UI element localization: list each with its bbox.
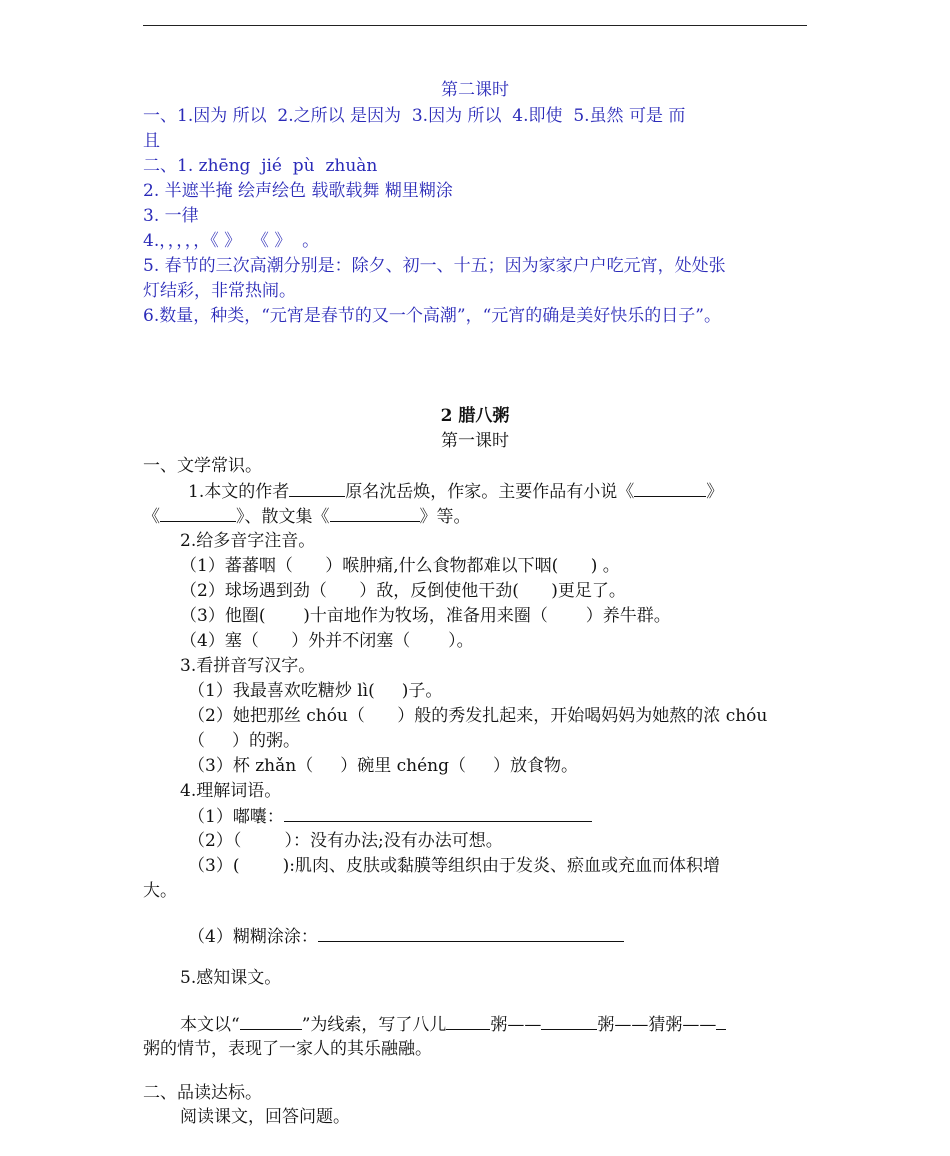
answer-line-5: 3. 一律 xyxy=(143,206,199,226)
question-2-heading: 2.给多音字注音。 xyxy=(180,531,316,551)
blank[interactable] xyxy=(330,504,420,522)
answer-line-6: 4.，，，，，《 》 《 》 。 xyxy=(143,231,320,251)
answer-line-3: 二、1. zhēng jié pù zhuàn xyxy=(143,156,378,176)
question-3-item-1: （1）我最喜欢吃糖炒 lì( )子。 xyxy=(188,681,443,701)
lesson-title: 2 腊八粥 xyxy=(440,406,510,426)
answer-blank[interactable] xyxy=(318,924,624,942)
part-two-instruction: 阅读课文，回答问题。 xyxy=(180,1107,350,1127)
answer-line-1: 一、1.因为 所以 2.之所以 是因为 3.因为 所以 4.即使 5.虽然 可是 而 xyxy=(143,106,686,126)
question-2-item-2: （2）球场遇到劲（ ）敌，反倒使他干劲( )更足了。 xyxy=(180,581,626,601)
question-2-item-4: （4）塞（ ）外并不闭塞（ ）。 xyxy=(180,631,474,651)
question-4-item-3-cont: 大。 xyxy=(143,881,177,901)
blank[interactable] xyxy=(446,1012,490,1030)
question-4-item-4: （4）糊糊涂涂： xyxy=(188,924,624,949)
answer-blank[interactable] xyxy=(284,804,592,822)
answer-line-9: 6.数量，种类，“元宵是春节的又一个高潮”，“元宵的确是美好快乐的日子”。 xyxy=(143,306,721,326)
question-5-heading: 5.感知课文。 xyxy=(180,968,282,988)
question-5-line-1: 本文以“ ”为线索，写了八儿 粥—— 粥——猜粥—— xyxy=(180,1012,726,1037)
blank[interactable] xyxy=(716,1012,726,1030)
question-3-heading: 3.看拼音写汉字。 xyxy=(180,656,316,676)
blank[interactable] xyxy=(160,504,236,522)
blank[interactable] xyxy=(541,1012,597,1030)
answer-line-7: 5. 春节的三次高潮分别是：除夕、初一、十五；因为家家户户吃元宵，处处张 xyxy=(143,256,726,276)
question-3-item-2-cont: （ ）的粥。 xyxy=(188,731,301,751)
question-2-item-1: （1）蕃蕃咽（ ）喉肿痛,什么食物都难以下咽( ) 。 xyxy=(180,556,620,576)
question-4-item-3: （3）( ):肌肉、皮肤或黏膜等组织由于发炎、瘀血或充血而体积增 xyxy=(188,856,721,876)
question-3-item-2: （2）她把那丝 chóu（ ）般的秀发扎起来，开始喝妈妈为她熬的浓 chóu xyxy=(188,706,768,726)
part-one-heading: 一、文学常识。 xyxy=(143,456,262,476)
blank[interactable] xyxy=(240,1012,302,1030)
answer-line-2: 且 xyxy=(143,131,160,151)
answer-line-8: 灯结彩，非常热闹。 xyxy=(143,281,296,301)
part-two-heading: 二、品读达标。 xyxy=(143,1083,262,1103)
question-1-line-1: 1.本文的作者 原名沈岳焕，作家。主要作品有小说《 》 xyxy=(188,479,723,504)
question-4-item-1: （1）嘟囔： xyxy=(188,804,592,829)
question-5-line-2: 粥的情节，表现了一家人的其乐融融。 xyxy=(143,1039,432,1059)
header-rule xyxy=(143,25,807,26)
question-4-item-2: （2）（ ）：没有办法;没有办法可想。 xyxy=(188,831,503,851)
section1-title: 第二课时 xyxy=(441,80,509,100)
blank[interactable] xyxy=(289,479,345,497)
question-4-heading: 4.理解词语。 xyxy=(180,781,282,801)
question-2-item-3: （3）他圈( )十亩地作为牧场，准备用来圈（ ）养牛群。 xyxy=(180,606,671,626)
answer-line-4: 2. 半遮半掩 绘声绘色 载歌载舞 糊里糊涂 xyxy=(143,181,453,201)
question-3-item-3: （3）杯 zhǎn（ ）碗里 chéng（ ）放食物。 xyxy=(188,756,579,776)
lesson-subtitle: 第一课时 xyxy=(441,431,509,451)
blank[interactable] xyxy=(634,479,706,497)
question-1-line-2: 《 》、散文集《 》等。 xyxy=(143,504,471,529)
